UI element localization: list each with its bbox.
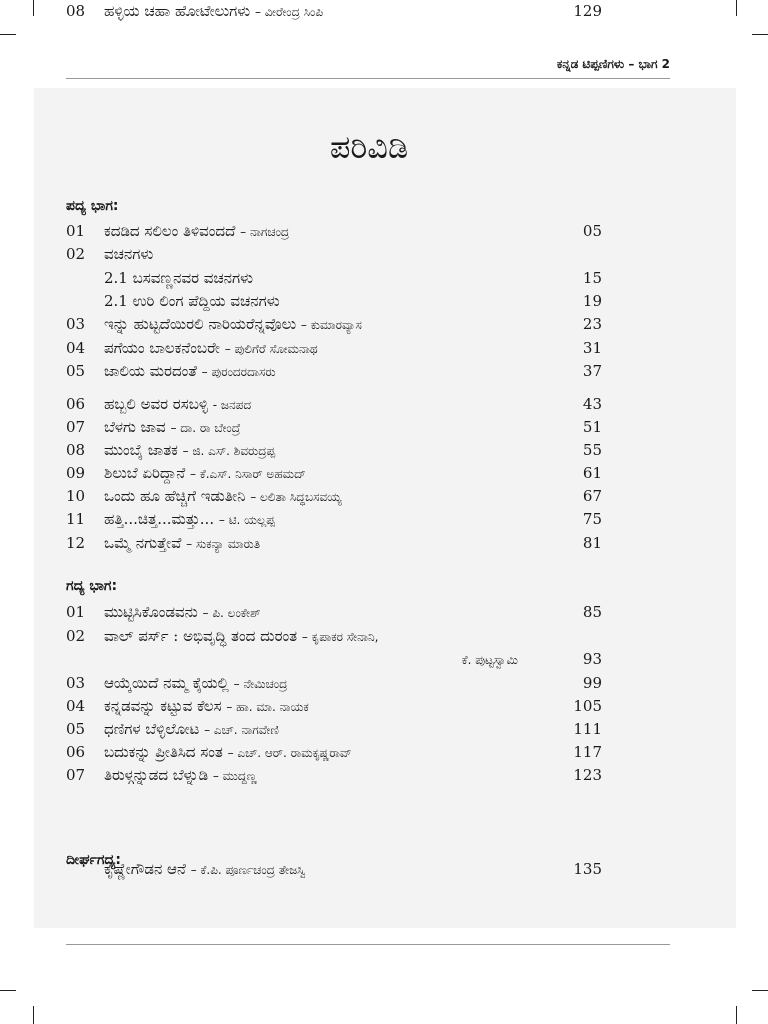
entry-text (104, 337, 318, 360)
entry-page-number: 135 (573, 860, 602, 878)
entry-number: 06 (66, 743, 86, 761)
entry-title: ಹತ್ತಿ...ಚಿತ್ತ...ಮತ್ತು... (104, 510, 215, 528)
entry-author: – ಪುಲಿಗೆರೆ ಸೋಮನಾಥ (224, 342, 318, 356)
header-rule (66, 78, 670, 79)
entry-text (104, 601, 261, 624)
entry-author: – ನೇಮಿಚಂದ್ರ (233, 677, 288, 691)
entry-text (104, 439, 275, 462)
entry-text (104, 267, 253, 290)
entry-title: ಪಗೆಯಂ ಬಾಲಕನೆಂಬರೇ (104, 339, 220, 357)
entry-number: 07 (66, 766, 86, 784)
section-heading-poetry: ಪದ್ಯ ಭಾಗ: (66, 198, 119, 214)
entry-author: – ಎಚ್. ಆರ್. ರಾಮಕೃಷ್ಣರಾವ್ (227, 746, 352, 760)
entry-author: – ಪಿ. ಲಂಕೇಶ್ (202, 606, 261, 620)
section-heading-long-prose: ದೀರ್ಘಗದ್ಯ: (66, 852, 121, 868)
entry-text (104, 360, 276, 383)
crop-mark (33, 1006, 34, 1024)
entry-page-number: 117 (573, 743, 602, 761)
toc-entry (66, 337, 602, 359)
entry-number: 10 (66, 487, 86, 505)
entry-title: ಬೆಳಗು ಜಾವ (104, 418, 166, 436)
entry-number: 04 (66, 697, 86, 715)
entry-title: 2.1 ಉರಿ ಲಿಂಗ ಪೆದ್ದಿಯ ವಚನಗಳು (104, 292, 280, 310)
entry-title: 2.1 ಬಸವಣ್ಣನವರ ವಚನಗಳು (104, 269, 254, 287)
entry-author: – ಲಲಿತಾ ಸಿದ್ಧಬಸವಯ್ಯ (250, 490, 342, 504)
entry-number: 08 (66, 2, 86, 20)
toc-entry (66, 462, 602, 484)
entry-title: ಕನ್ನಡವನ್ನು ಕಟ್ಟುವ ಕೆಲಸ (104, 697, 222, 715)
entry-page-number: 23 (582, 315, 602, 333)
page-title: ಪರಿವಿಡಿ (329, 128, 409, 166)
entry-text (104, 764, 257, 787)
entry-number: 11 (66, 510, 86, 528)
entry-title: ಮುಟ್ಟಿಸಿಕೊಂಡವನು (104, 603, 198, 621)
entry-page-number: 43 (582, 395, 602, 413)
entry-text (104, 508, 275, 531)
entry-title: ಆಯ್ಕೆಯಿದೆ ನಮ್ಮ ಕೈಯಲ್ಲಿ (104, 674, 229, 692)
entry-text (104, 858, 306, 881)
entry-title: ವಚನಗಳು (104, 245, 154, 263)
entry-page-number: 81 (582, 534, 602, 552)
entry-title: ಧಣಿಗಳ ಬೆಳ್ಳಿಲೋಟ (104, 720, 200, 738)
entry-text (104, 625, 378, 648)
entry-title: ಶಿಲುಬೆ ಏರಿದ್ದಾನೆ (104, 464, 186, 482)
entry-text (104, 741, 351, 764)
entry-page-number: 123 (573, 766, 602, 784)
entry-page-number: 85 (582, 603, 602, 621)
toc-entry (66, 0, 602, 22)
entry-author: – ಕೆ.ಎಸ್. ನಿಸಾರ್ ಅಹಮದ್ (190, 467, 306, 481)
entry-title: ಒಂದು ಹೂ ಹೆಚ್ಚಿಗೆ ಇಡುತೀನಿ (104, 487, 246, 505)
entry-text (104, 0, 323, 23)
entry-title: ಹಬ್ಬಲಿ ಅವರ ರಸಬಳ್ಳಿ (104, 395, 208, 413)
entry-title: ಕೃಷ್ಣೇಗೌಡನ ಆನೆ (104, 860, 186, 878)
entry-text (104, 313, 362, 336)
entry-text (104, 672, 287, 695)
entry-author: – ಟಿ. ಯಲ್ಲಪ್ಪ (218, 513, 275, 527)
entry-page-number: 111 (573, 720, 602, 738)
toc-entry (66, 243, 602, 265)
entry-number: 03 (66, 674, 86, 692)
toc-entry (66, 439, 602, 461)
crop-mark (0, 990, 16, 991)
entry-text (104, 485, 342, 508)
toc-entry (66, 858, 602, 880)
entry-number: 07 (66, 418, 86, 436)
toc-entry (66, 508, 602, 530)
crop-mark (736, 1006, 737, 1024)
section-heading-prose: ಗದ್ಯ ಭಾಗ: (66, 578, 118, 594)
entry-page-number: 61 (582, 464, 602, 482)
entry-text (104, 718, 279, 741)
crop-mark (752, 34, 768, 35)
entry-title: ಒಮ್ಮೆ ನಗುತ್ತೇವೆ (104, 534, 182, 552)
toc-entry (66, 672, 602, 694)
entry-text (104, 220, 289, 243)
entry-title: ಮುಂಬೈ ಜಾತಕ (104, 441, 178, 459)
toc-entry (66, 764, 602, 786)
entry-title: ಬದುಕನ್ನು ಪ್ರೀತಿಸಿದ ಸಂತ (104, 743, 223, 761)
entry-page-number: 15 (582, 269, 602, 287)
entry-text (104, 290, 280, 313)
entry-page-number: 67 (582, 487, 602, 505)
entry-page-number: 55 (582, 441, 602, 459)
crop-mark (0, 34, 16, 35)
entry-author: - ಜನಪದ (212, 398, 252, 412)
entry-page-number: 105 (573, 697, 602, 715)
entry-author: – ವೀರೇಂದ್ರ ಸಿಂಪಿ (254, 5, 324, 19)
entry-author: – ಕುಮಾರವ್ಯಾಸ (300, 318, 362, 332)
toc-entry (66, 360, 602, 382)
toc-entry (66, 741, 602, 763)
entry-number: 02 (66, 245, 86, 263)
entry-author: – ದಾ. ರಾ ಬೇಂದ್ರೆ (170, 421, 241, 435)
footer-rule (66, 944, 670, 945)
entry-number: 02 (66, 627, 86, 645)
entry-author: – ಜಿ. ಎಸ್. ಶಿವರುದ್ರಪ್ಪ (182, 444, 276, 458)
entry-text (104, 243, 153, 266)
entry-title: ಕದಡಿದ ಸಲಿಲಂ ತಿಳಿವಂದದೆ (104, 222, 236, 240)
toc-entry (66, 625, 602, 647)
entry-number: 05 (66, 720, 86, 738)
entry-page-number: 93 (582, 650, 602, 668)
entry-page-number: 05 (582, 222, 602, 240)
toc-entry (66, 695, 602, 717)
entry-number: 01 (66, 222, 86, 240)
entry-text (104, 695, 309, 718)
entry-author: – ಸುಕನ್ಯಾ ಮಾರುತಿ (186, 537, 261, 551)
entry-author: – ಪುರಂದರದಾಸರು (201, 365, 276, 379)
entry-text (104, 393, 251, 416)
entry-page-number: 31 (582, 339, 602, 357)
entry-text (104, 532, 260, 555)
entry-author: – ಮುದ್ದಣ್ಣ (212, 769, 257, 783)
entry-number: 06 (66, 395, 86, 413)
entry-title: ಜಾಲಿಯ ಮರದಂತೆ (104, 362, 197, 380)
toc-entry (66, 393, 602, 415)
crop-mark (752, 990, 768, 991)
toc-entry (66, 485, 602, 507)
entry-number: 08 (66, 441, 86, 459)
entry-author: – ಕೃಪಾಕರ ಸೇನಾನಿ, (301, 630, 379, 644)
entry-author: – ಹಾ. ಮಾ. ನಾಯಕ (226, 700, 309, 714)
crop-mark (736, 0, 737, 16)
toc-entry (66, 267, 602, 289)
entry-number: 09 (66, 464, 86, 482)
toc-entry (66, 416, 602, 438)
entry-number: 03 (66, 315, 86, 333)
toc-entry (66, 220, 602, 242)
toc-entry (66, 532, 602, 554)
toc-entry (66, 290, 602, 312)
entry-author: – ನಾಗಚಂದ್ರ (240, 225, 290, 239)
entry-page-number: 129 (573, 2, 602, 20)
toc-entry (66, 718, 602, 740)
entry-number: 05 (66, 362, 86, 380)
entry-number: 01 (66, 603, 86, 621)
entry-author: – ಕೆ.ಪಿ. ಪೂರ್ಣಚಂದ್ರ ತೇಜಸ್ವಿ (190, 863, 306, 877)
entry-author: ಕೆ. ಪುಟ್ಟಸ್ವಾಮಿ (461, 653, 518, 667)
toc-entry (66, 648, 602, 670)
toc-entry (66, 601, 602, 623)
entry-text (104, 462, 306, 485)
entry-page-number: 99 (582, 674, 602, 692)
entry-text (104, 416, 240, 439)
entry-title: ವಾಲ್ ಪರ್ಸ್ : ಅಭಿವೃದ್ಧಿ ತಂದ ದುರಂತ (104, 627, 298, 645)
toc-entry (66, 313, 602, 335)
entry-number: 12 (66, 534, 86, 552)
entry-title: ಹಳ್ಳಿಯ ಚಹಾ ಹೋಟೇಲುಗಳು (104, 2, 251, 20)
running-header: ಕನ್ನಡ ಟಿಪ್ಪಣಿಗಳು – ಭಾಗ 2 (556, 57, 670, 71)
entry-title: ತಿರುಳ್ಗನ್ನುಡದ ಬೆಳ್ನುಡಿ (104, 766, 209, 784)
entry-author: – ಎಚ್. ನಾಗವೇಣಿ (204, 723, 279, 737)
entry-page-number: 51 (582, 418, 602, 436)
entry-page-number: 75 (582, 510, 602, 528)
crop-mark (33, 0, 34, 16)
entry-page-number: 19 (582, 292, 602, 310)
entry-number: 04 (66, 339, 86, 357)
entry-text (462, 648, 518, 671)
entry-page-number: 37 (582, 362, 602, 380)
entry-title: ಇನ್ನು ಹುಟ್ಟದೆಯಿರಲಿ ನಾರಿಯರೆನ್ನವೊಲು (104, 315, 297, 333)
